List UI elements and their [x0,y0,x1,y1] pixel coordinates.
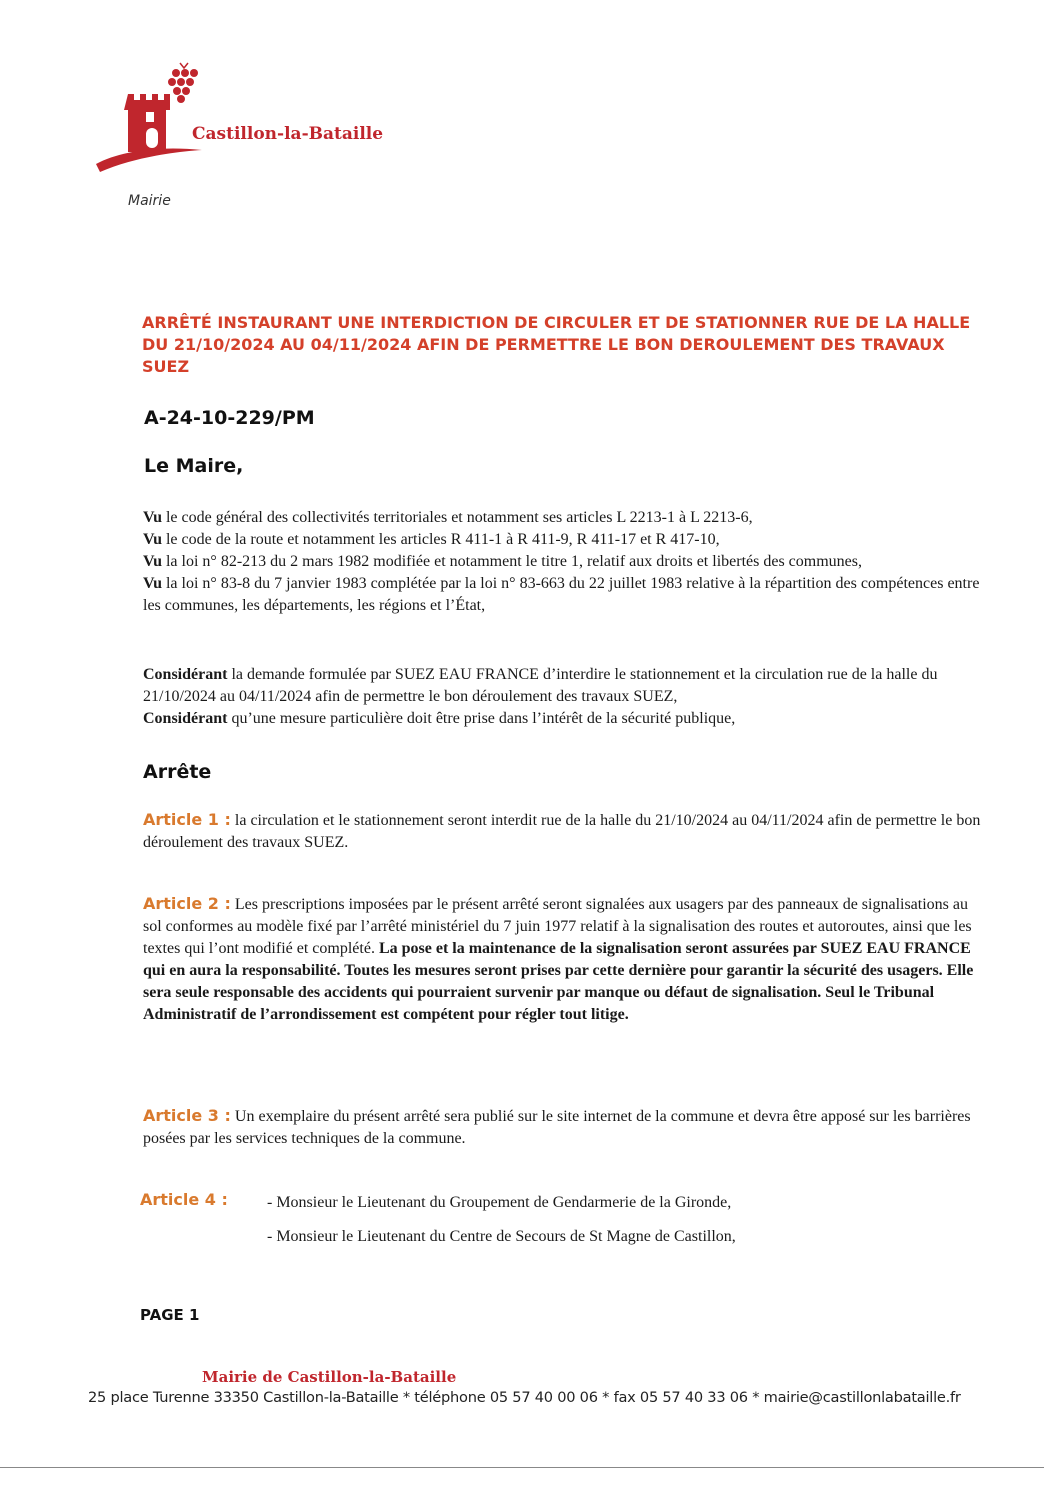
vu-lead: Vu [143,575,162,592]
article-text: Les prescriptions imposées par le présent arrêté seront signalées aux usagers par des panneaux de signalisations au sol conformes au modèle fixé par l’arrêté ministériel du 7 juin 1977 relatif à la signalisation des routes et autoroutes, ainsi que les textes qui l’ont modifié et complété. [143,896,972,957]
considerant-text: la demande formulée par SUEZ EAU FRANCE d’interdire le stationnement et la circulation rue de la halle du 21/10/2024 au 04/11/2024 afin de permettre le bon déroulement des travaux SUEZ, [143,666,938,705]
considerant-lead: Considérant [143,666,228,683]
article-4-label: Article 4 : [140,1190,228,1209]
arrete-heading: Arrête [143,761,212,783]
footer-address: 25 place Turenne 33350 Castillon-la-Bataille * téléphone 05 57 40 00 06 * fax 05 57 40 33 06 * mairie@castillonlabataille.fr [88,1389,961,1406]
vu-block [143,507,983,617]
vu-lead: Vu [143,509,162,526]
maire-heading: Le Maire, [144,455,244,477]
vu-lead: Vu [143,531,162,548]
reference-number: A-24-10-229/PM [144,407,315,429]
article-bold-text: La pose et la maintenance de la signalisation seront assurées par SUEZ EAU FRANCE qui en aura la responsabilité. Toutes les mesures seront prises par cette dernière pour garantir la sécurité des usagers. Elle sera seule responsable des accidents qui pourraient survenir par manque ou défaut de signalisation. Seul le Tribunal Administratif de l’arrondissement est compétent pour régler tout litige. [143,940,974,1023]
vu-text: le code de la route et notamment les articles R 411-1 à R 411-9, R 411-17 et R 417-10, [161,531,720,548]
vu-item [143,573,983,617]
vu-item [143,507,983,529]
bottom-divider [0,1467,1044,1468]
article-4-line: - Monsieur le Lieutenant du Groupement de Gendarmerie de la Gironde, [267,1194,732,1211]
considerant-item [143,708,983,730]
vu-lead: Vu [143,553,162,570]
vu-text: le code général des collectivités territoriales et notamment ses articles L 2213-1 à L 2213-6, [161,509,753,526]
article-2 [143,893,983,1026]
vu-text: la loi n° 82-213 du 2 mars 1982 modifiée et notamment le titre 1, relatif aux droits et libertés des communes, [161,553,862,570]
article-label: Article 2 : [143,894,231,913]
footer-organization: Mairie de Castillon-la-Bataille [202,1368,457,1386]
logo-caption: Mairie [128,193,171,209]
article-1 [143,809,983,854]
considerant-block [143,664,983,730]
vu-item [143,529,983,551]
article-label: Article 3 : [143,1106,231,1125]
article-text: Un exemplaire du présent arrêté sera publié sur le site internet de la commune et devra être apposé sur les barrières posées par les services techniques de la commune. [143,1108,971,1147]
considerant-item [143,664,983,708]
considerant-text: qu’une mesure particulière doit être prise dans l’intérêt de la sécurité publique, [227,710,736,727]
article-3 [143,1105,983,1150]
vu-item [143,551,983,573]
vu-text: la loi n° 83-8 du 7 janvier 1983 complétée par la loi n° 83-663 du 22 juillet 1983 relative à la répartition des compétences entre les communes, les départements, les régions et l’État, [143,575,980,614]
article-4-line: - Monsieur le Lieutenant du Centre de Secours de St Magne de Castillon, [267,1228,736,1245]
article-text: la circulation et le stationnement seront interdit rue de la halle du 21/10/2024 au 04/11/2024 afin de permettre le bon déroulement des travaux SUEZ. [143,812,981,851]
page-number: PAGE 1 [140,1306,200,1324]
document-title: ARRÊTÉ INSTAURANT UNE INTERDICTION DE CIRCULER ET DE STATIONNER RUE DE LA HALLE DU 21/10/2024 AU 04/11/2024 AFIN DE PERMETTRE LE BON DEROULEMENT DES TRAVAUX SUEZ [142,313,971,376]
considerant-lead: Considérant [143,710,228,727]
castillon-logo [92,60,212,180]
municipality-name: Castillon-la-Bataille [192,124,384,144]
article-label: Article 1 : [143,810,231,829]
